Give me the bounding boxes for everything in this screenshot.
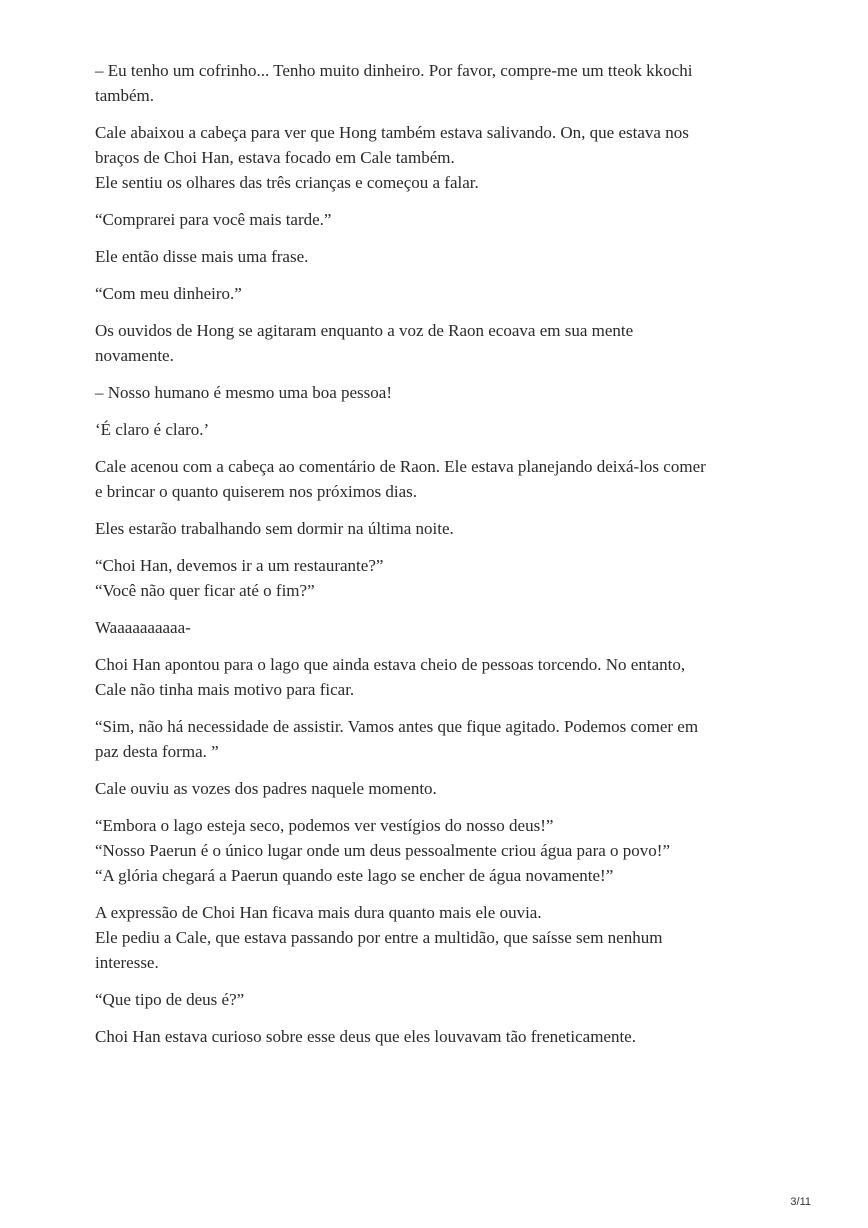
paragraph	[95, 120, 795, 195]
paragraph	[95, 244, 795, 269]
paragraph	[95, 714, 795, 764]
text-line: braços de Choi Han, estava focado em Cale também.	[95, 148, 455, 167]
text-line: “Com meu dinheiro.”	[95, 284, 242, 303]
text-line: novamente.	[95, 346, 174, 365]
text-line: Choi Han estava curioso sobre esse deus que eles louvavam tão freneticamente.	[95, 1027, 636, 1046]
text-line: – Nosso humano é mesmo uma boa pessoa!	[95, 383, 392, 402]
text-line: – Eu tenho um cofrinho... Tenho muito dinheiro. Por favor, compre-me um tteok kkochi	[95, 61, 693, 80]
paragraph	[95, 516, 795, 541]
text-line: paz desta forma. ”	[95, 742, 219, 761]
page-number: 3/11	[790, 1196, 811, 1208]
text-line: ‘É claro é claro.’	[95, 420, 210, 439]
paragraph	[95, 900, 795, 975]
paragraph	[95, 281, 795, 306]
text-line: Choi Han apontou para o lago que ainda estava cheio de pessoas torcendo. No entanto,	[95, 655, 686, 674]
text-line: Ele sentiu os olhares das três crianças e começou a falar.	[95, 173, 479, 192]
text-line: e brincar o quanto quiserem nos próximos dias.	[95, 482, 417, 501]
paragraph	[95, 776, 795, 801]
text-line: Ele pediu a Cale, que estava passando por entre a multidão, que saísse sem nenhum	[95, 928, 663, 947]
text-line: “Sim, não há necessidade de assistir. Vamos antes que fique agitado. Podemos comer em	[95, 717, 699, 736]
text-line: Os ouvidos de Hong se agitaram enquanto a voz de Raon ecoava em sua mente	[95, 321, 634, 340]
paragraph	[95, 987, 795, 1012]
paragraph	[95, 58, 795, 108]
text-line: “Nosso Paerun é o único lugar onde um deus pessoalmente criou água para o povo!”	[95, 841, 670, 860]
text-line: “Embora o lago esteja seco, podemos ver vestígios do nosso deus!”	[95, 816, 554, 835]
text-line: “Choi Han, devemos ir a um restaurante?”	[95, 556, 384, 575]
paragraph	[95, 1024, 795, 1049]
text-line: Cale abaixou a cabeça para ver que Hong também estava salivando. On, que estava nos	[95, 123, 689, 142]
text-line: Eles estarão trabalhando sem dormir na última noite.	[95, 519, 454, 538]
paragraph	[95, 417, 795, 442]
paragraph	[95, 652, 795, 702]
text-line: também.	[95, 86, 155, 105]
paragraph	[95, 318, 795, 368]
paragraph	[95, 454, 795, 504]
text-line: Cale não tinha mais motivo para ficar.	[95, 680, 355, 699]
text-line: Ele então disse mais uma frase.	[95, 247, 309, 266]
paragraph	[95, 615, 795, 640]
text-line: A expressão de Choi Han ficava mais dura quanto mais ele ouvia.	[95, 903, 542, 922]
document-body	[95, 58, 795, 1061]
text-line: Cale ouviu as vozes dos padres naquele momento.	[95, 779, 437, 798]
text-line: “Que tipo de deus é?”	[95, 990, 245, 1009]
paragraph	[95, 553, 795, 603]
text-line: Waaaaaaaaaa-	[95, 618, 191, 637]
text-line: interesse.	[95, 953, 159, 972]
paragraph	[95, 207, 795, 232]
text-line: “A glória chegará a Paerun quando este lago se encher de água novamente!”	[95, 866, 614, 885]
text-line: “Você não quer ficar até o fim?”	[95, 581, 315, 600]
text-line: “Comprarei para você mais tarde.”	[95, 210, 332, 229]
paragraph	[95, 813, 795, 888]
text-line: Cale acenou com a cabeça ao comentário de Raon. Ele estava planejando deixá-los comer	[95, 457, 706, 476]
paragraph	[95, 380, 795, 405]
